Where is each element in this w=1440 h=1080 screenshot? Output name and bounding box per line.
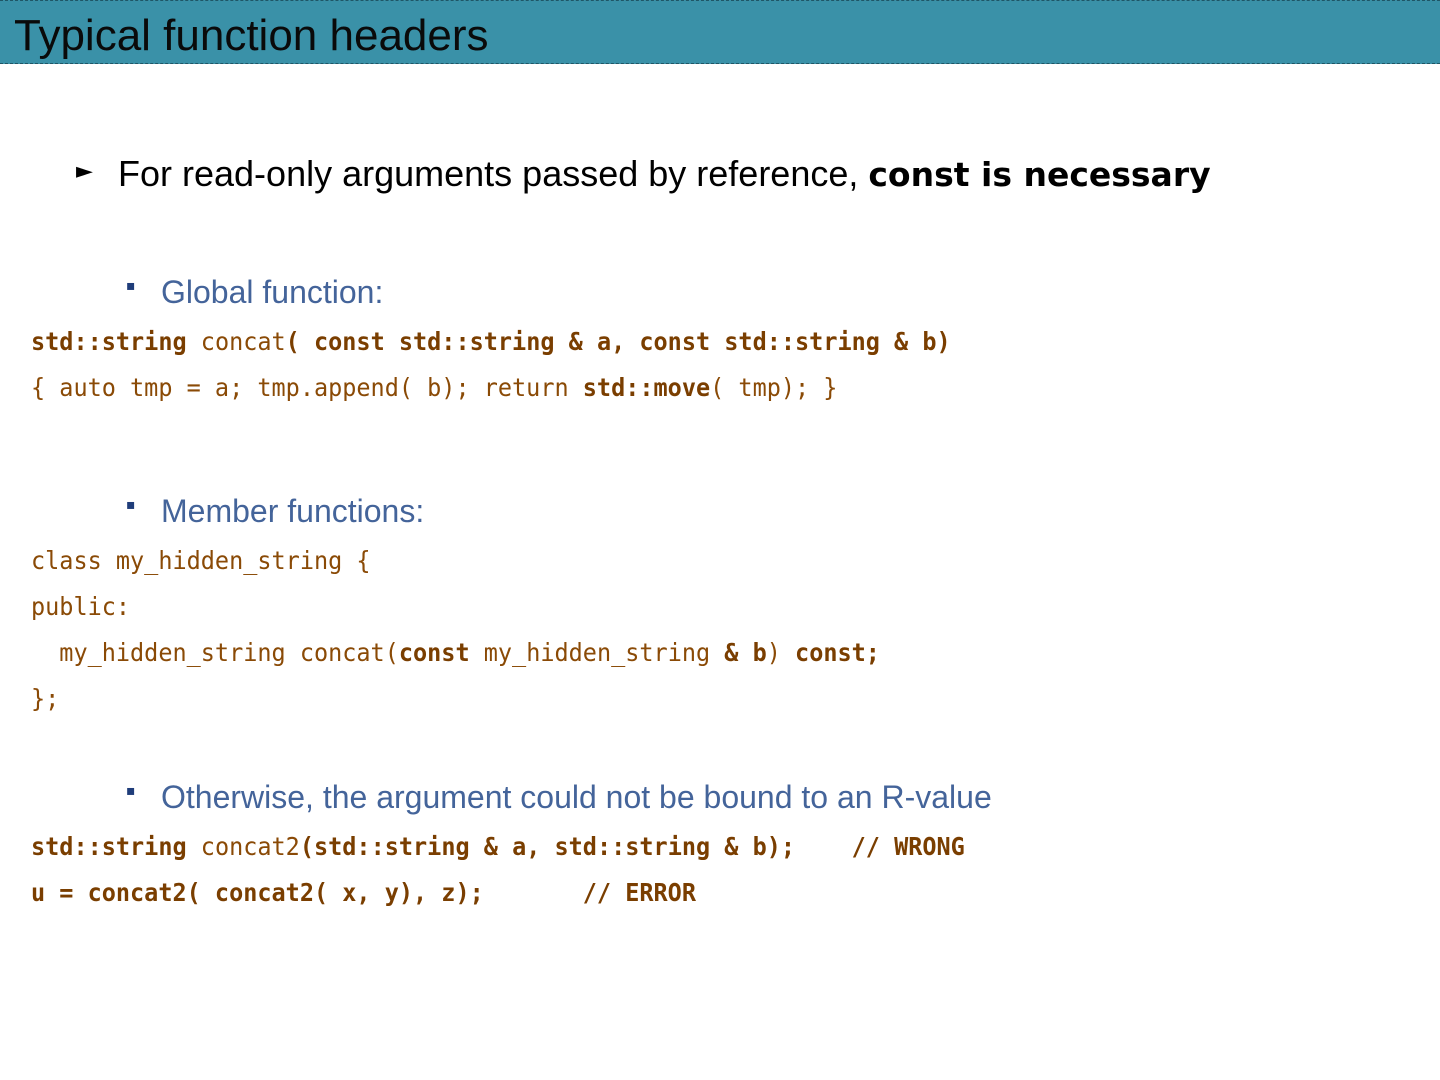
code-token: concat	[186, 327, 286, 356]
code-line	[31, 831, 965, 863]
code-token: u = concat2( concat2( x, y), z); // ERROR	[31, 878, 696, 907]
code-token: (std::string & a, std::string & b); // WRONG	[299, 832, 965, 861]
section-heading-text: Global function:	[161, 274, 384, 310]
title-bar	[0, 0, 1440, 64]
square-bullet-icon: ▪	[126, 783, 136, 799]
code-token: const;	[795, 638, 880, 667]
code-token: public:	[31, 592, 131, 621]
main-bullet-lead: For read-only arguments passed by reference,	[118, 153, 869, 194]
code-token: my_hidden_string	[469, 638, 725, 667]
square-bullet-icon: ▪	[126, 497, 136, 513]
code-token: std::string	[31, 832, 187, 861]
code-token: };	[31, 684, 60, 713]
code-token: ( tmp); }	[710, 373, 838, 402]
code-token: class my_hidden_string {	[31, 546, 371, 575]
triangle-bullet-icon: ►	[76, 159, 93, 184]
code-token: ( const std::string & a, const std::string & b)	[285, 327, 951, 356]
code-line	[31, 683, 59, 715]
code-line	[31, 591, 130, 623]
section-heading-text: Otherwise, the argument could not be bound to an R-value	[161, 779, 992, 815]
code-line	[31, 372, 837, 404]
code-line	[31, 637, 880, 669]
code-token: const	[398, 638, 470, 667]
code-token: concat2	[186, 832, 300, 861]
code-token: std::move	[582, 373, 711, 402]
code-token: { auto tmp = a; tmp.append( b); return	[31, 373, 583, 402]
code-token: & b	[724, 638, 767, 667]
slide-title: Typical function headers	[14, 11, 489, 60]
code-token: std::string	[31, 327, 187, 356]
main-bullet-emphasis: const is necessary	[868, 155, 1211, 194]
section-heading-text: Member functions:	[161, 493, 425, 529]
code-line	[31, 326, 951, 358]
code-line	[31, 545, 371, 577]
code-line	[31, 877, 696, 909]
code-token: my_hidden_string concat(	[31, 638, 399, 667]
code-token: )	[766, 638, 796, 667]
square-bullet-icon: ▪	[126, 278, 136, 294]
main-bullet-text	[118, 152, 1211, 197]
